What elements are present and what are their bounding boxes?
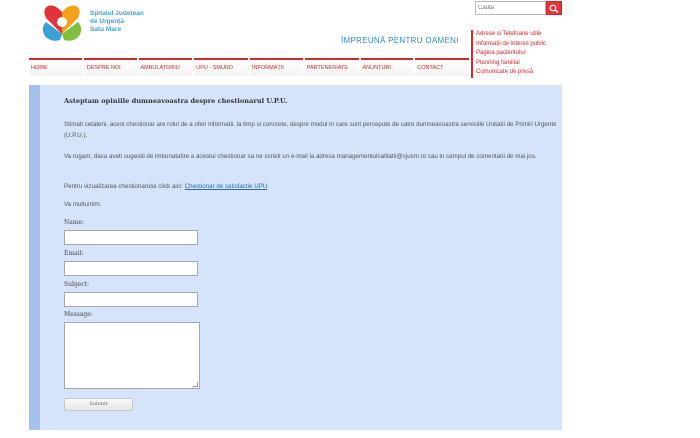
questionnaire-suffix: . [267, 183, 269, 190]
site-name[interactable] [90, 10, 144, 34]
quick-links [471, 30, 571, 78]
hospital-logo-icon[interactable] [38, 0, 86, 46]
intro-paragraph: Stimati cetateni, acest chestionar are rolul de a oferi informatii, la timp si concrete, despre modul in care sunt percepute de catre dumneavoastra serviciile Unitatii de Primiri Urgente (U.P.U.). [64, 121, 557, 139]
thanks-paragraph: Va multumim. [64, 201, 102, 208]
email-field[interactable] [64, 261, 198, 276]
name-label: Name: [64, 219, 85, 226]
submit-button[interactable]: Submit [64, 398, 133, 411]
questionnaire-paragraph [64, 181, 564, 192]
quick-link-pacient[interactable]: Pagina pacientului [471, 49, 571, 59]
quick-link-planning[interactable]: Planning familial [471, 59, 571, 69]
suggestions-paragraph: Va rugam, daca aveti sugestii de imbunatatire a acestui chestionar sa ne scrieti un e-mail la adresa managementulcalitatii@sjusm.ro sau in campul de comentarii de mai jos. [64, 153, 537, 160]
message-label: Message: [64, 311, 93, 318]
subject-field[interactable] [64, 292, 198, 307]
content-panel [29, 85, 562, 430]
search-button[interactable] [546, 1, 562, 15]
questionnaire-prefix: Pentru vizualizarea chestionarului click aici: [64, 183, 185, 190]
site-name-line: Spitalul Județean [90, 10, 144, 17]
page-title: Asteptam opiniile dumneavoastra despre chestionarul U.P.U. [64, 97, 288, 105]
site-name-line: de Urgență [90, 18, 124, 25]
quick-link-comunicate[interactable]: Comunicate de presă [471, 68, 571, 78]
main-nav [29, 58, 471, 76]
nav-item-upu-smurd[interactable]: UPU - SMURD [194, 58, 248, 76]
nav-item-despre-noi[interactable]: DESPRE NOI [84, 58, 137, 76]
quick-link-informatii[interactable]: Informații de interes public [471, 40, 571, 50]
quick-link-adrese[interactable]: Adrese și Telefoane utile [471, 30, 571, 40]
email-label: Email: [64, 250, 84, 257]
nav-item-ambulatoriu[interactable]: AMBULATORIU [139, 58, 193, 76]
search-icon [549, 4, 559, 13]
nav-item-informatii[interactable]: INFORMAȚII [250, 58, 303, 76]
questionnaire-link[interactable]: Chestionar de satisfactie UPU [184, 183, 268, 190]
site-name-line: Satu Mare [90, 26, 122, 33]
nav-item-parteneriate[interactable]: PARTENERIATE [305, 58, 359, 76]
nav-item-home[interactable]: HOME [29, 58, 82, 76]
resize-grip-icon[interactable] [193, 382, 198, 387]
site-slogan: ÎMPREUNĂ PENTRU OAMENI [341, 36, 459, 45]
message-field[interactable] [64, 322, 200, 389]
nav-item-anunturi[interactable]: ANUNȚURI [361, 58, 414, 76]
nav-item-contact[interactable]: CONTACT [415, 58, 469, 76]
name-field[interactable] [64, 230, 198, 245]
search-input[interactable] [475, 1, 546, 15]
subject-label: Subject: [64, 281, 90, 288]
